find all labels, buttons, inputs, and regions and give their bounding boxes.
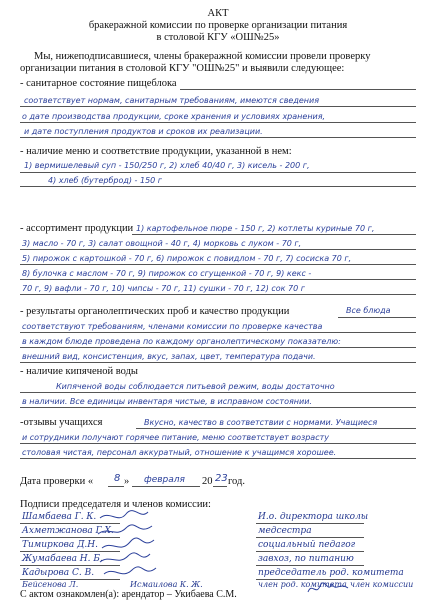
date-month: февраля: [144, 475, 185, 485]
date-year-prefix: 20: [202, 476, 213, 487]
member-role: медсестра: [258, 526, 312, 536]
organoleptic-hw-1: соответствуют требованиям, членами комиссии по проверке качества: [22, 322, 323, 331]
organoleptic-hw-3: внешний вид, консистенция, вкус, запах, цвет, температура подачи.: [22, 352, 316, 361]
date-prefix: Дата проверки «: [20, 476, 94, 487]
fill-line: [20, 264, 416, 265]
assortment-hw-3: 8) булочка с маслом - 70 г, 9) пирожок со сгущенкой - 70 г, 9) кекс -: [22, 269, 312, 278]
fill-line: [20, 332, 416, 333]
member-name: Жумабаева Н. Б.: [22, 554, 103, 564]
students-hw-1: и сотрудники получают горячее питание, меню соответствует возрасту: [22, 433, 329, 442]
fill-line: [136, 428, 416, 429]
signatures-heading: Подписи председателя и членов комиссии:: [20, 499, 211, 510]
students-label: -отзывы учащихся: [20, 417, 103, 428]
member-name: Тимиркова Д.Н.: [22, 540, 98, 550]
act-title: АКТ: [207, 8, 229, 19]
assortment-hw-1: 3) масло - 70 г, 3) салат овощной - 40 г, 4) морковь с луком - 70 г,: [22, 239, 302, 248]
assortment-hw-0: 1) картофельное пюре - 150 г, 2) котлеты куриные 70 г,: [136, 224, 375, 233]
fill-line: [256, 523, 364, 524]
fill-line: [256, 551, 364, 552]
member-role: член род. комитета: [258, 580, 347, 589]
member-role: завхоз, по питанию: [258, 554, 354, 564]
water-hw-1: Кипяченой воды соблюдается питьевой режим, воды достаточно: [56, 382, 335, 391]
member-role: И.о. директора школы: [258, 512, 369, 522]
students-hw-2: столовая чистая, персонал аккуратный, отношение к учащимся хорошее.: [22, 448, 337, 457]
member-name: Шамбаева Г. К.: [22, 512, 97, 522]
fill-line: [20, 347, 416, 348]
member-role: член комиссии: [350, 580, 414, 589]
fill-line: [20, 172, 416, 173]
assortment-hw-2: 5) пирожок с картошкой - 70 г, 6) пирожок с повидлом - 70 г, 7) сосиска 70 г,: [22, 254, 352, 263]
menu-label: - наличие меню и соответствие продукции, указанной в нем:: [20, 146, 292, 157]
fill-line: [256, 565, 364, 566]
sanitary-hw-2: о дате производства продукции, сроке хранения и условиях хранения,: [22, 112, 326, 121]
intro-line-1: Мы, нижеподписавшиеся, члены бракеражной комиссии провели проверку: [34, 51, 371, 62]
act-location: в столовой КГУ «ОШ№25»: [156, 32, 280, 43]
sanitary-label: - санитарное состояние пищеблока: [20, 78, 177, 89]
member-name: Бейсенова Л.: [22, 580, 79, 589]
signature-scribbles: [96, 508, 176, 588]
organoleptic-hw-2: в каждом блюде проведена по каждому органолептическому показателю:: [22, 337, 341, 346]
fill-line: [20, 279, 416, 280]
fill-line: [20, 392, 416, 393]
footer-acknowledgement: С актом ознакомлен(а): арендатор – Укибаева С.М.: [20, 589, 237, 600]
date-year-suffix: 23: [215, 473, 228, 484]
fill-line: [20, 407, 416, 408]
organoleptic-label: - результаты органолептических проб и качество продукции: [20, 306, 290, 317]
fill-line: [213, 486, 227, 487]
assortment-label: - ассортимент продукции: [20, 223, 134, 234]
tenant-signature: [306, 578, 350, 598]
fill-line: [20, 186, 416, 187]
fill-line: [132, 486, 200, 487]
fill-line: [20, 106, 416, 107]
fill-line: [20, 137, 416, 138]
fill-line: [20, 362, 416, 363]
fill-line: [20, 458, 416, 459]
sanitary-hw-3: и дате поступления продуктов и сроков их реализации.: [24, 127, 263, 136]
students-hw-0: Вкусно, качество в соответствии с нормами. Учащиеся: [144, 418, 378, 427]
fill-line: [338, 317, 416, 318]
menu-hw-1: 1) вермишелевый суп - 150/250 г, 2) хлеб 40/40 г, 3) кисель - 200 г,: [24, 161, 310, 170]
water-label: - наличие кипяченой воды: [20, 366, 138, 377]
fill-line: [108, 486, 124, 487]
organoleptic-hw-0: Все блюда: [346, 306, 391, 315]
member-name: Исмаилова К. Ж.: [130, 580, 203, 589]
member-name: Кадырова С. В.: [22, 568, 95, 578]
date-close-quote: »: [124, 476, 130, 487]
sanitary-hw-1: соответствует нормам, санитарным требованиям, имеются сведения: [24, 96, 320, 105]
fill-line: [180, 89, 416, 90]
fill-line: [20, 443, 416, 444]
date-suffix: год.: [228, 476, 245, 487]
fill-line: [256, 537, 364, 538]
intro-line-2: организации питания в столовой КГУ "ОШ№25" и выявили следующее:: [20, 63, 345, 74]
date-day: 8: [114, 473, 121, 484]
water-hw-2: в наличии. Все единицы инвентаря чистые, в исправном состоянии.: [22, 397, 312, 406]
member-role: социальный педагог: [258, 540, 356, 550]
fill-line: [20, 249, 416, 250]
fill-line: [20, 294, 416, 295]
member-role: председатель род. комитета: [258, 568, 404, 578]
menu-hw-2: 4) хлеб (бутерброд) - 150 г: [48, 176, 162, 185]
member-name: Ахметжанова Г.Х.: [22, 526, 114, 536]
assortment-hw-4: 70 г, 9) вафли - 70 г, 10) чипсы - 70 г, 11) сушки - 70 г, 12) сок 70 г: [22, 284, 305, 293]
fill-line: [20, 122, 416, 123]
fill-line: [132, 234, 416, 235]
act-subtitle: бракеражной комиссии по проверке организации питания: [88, 20, 348, 31]
